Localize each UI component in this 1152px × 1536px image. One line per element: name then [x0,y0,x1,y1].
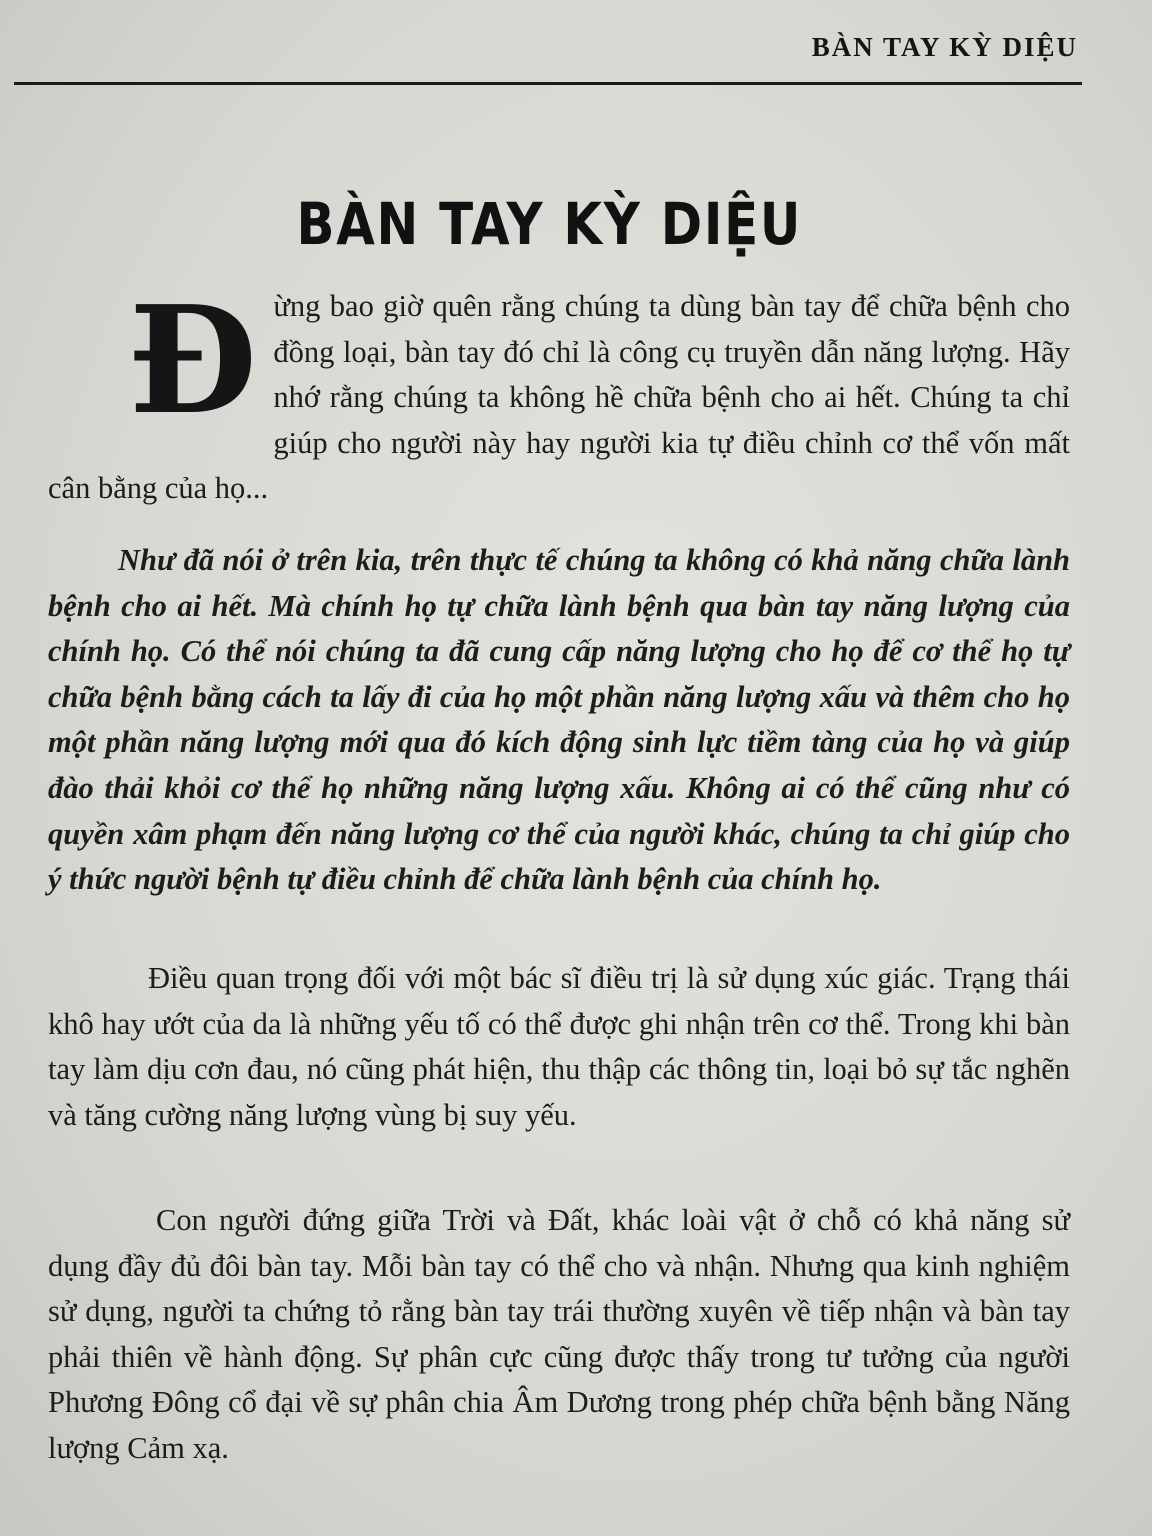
paragraph-1-text: ừng bao giờ quên rằng chúng ta dùng bàn tay để chữa bệnh cho đồng loại, bàn tay đó chỉ là công cụ truyền dẫn năng lượng. Hãy nhớ rằng chúng ta không hề chữa bệnh cho ai hết. Chúng ta chỉ giúp cho người này hay người kia tự điều chỉnh cơ thể vốn mất cân bằng của họ... [48,289,1070,506]
paragraph-2-italic: Như đã nói ở trên kia, trên thực tế chúng ta không có khả năng chữa lành bệnh cho ai hết. Mà chính họ tự chữa lành bệnh qua bàn tay năng lượng của chính họ. Có thể nói chúng ta đã cung cấp năng lượng cho họ để cơ thể họ tự chữa bệnh bằng cách ta lấy đi của họ một phần năng lượng xấu và thêm cho họ một phần năng lượng mới qua đó kích động sinh lực tiềm tàng của họ và giúp đào thải khỏi cơ thể họ những năng lượng xấu. Không ai có thể cũng như có quyền xâm phạm đến năng lượng cơ thể của người khác, chúng ta chỉ giúp cho ý thức người bệnh tự điều chỉnh để chữa lành bệnh của chính họ. [48,543,1070,897]
paragraph-1 [48,273,1070,512]
paragraph-3: Điều quan trọng đối với một bác sĩ điều trị là sử dụng xúc giác. Trạng thái khô hay ướt của da là những yếu tố có thể được ghi nhận trên cơ thể. Trong khi bàn tay làm dịu cơn đau, nó cũng phát hiện, thu thập các thông tin, loại bỏ sự tắc nghẽn và tăng cường năng lượng vùng bị suy yếu. [48,961,1070,1132]
running-header-title: BÀN TAY KỲ DIỆU [811,32,1078,62]
drop-cap-letter: Đ [128,273,258,447]
chapter-title: BÀN TAY KỲ DIỆU [296,190,803,258]
header-rule [14,82,1082,85]
paragraph-4: Con người đứng giữa Trời và Đất, khác loài vật ở chỗ có khả năng sử dụng đầy đủ đôi bàn tay. Mỗi bàn tay có thể cho và nhận. Nhưng qua kinh nghiệm sử dụng, người ta chứng tỏ rằng bàn tay trái thường xuyên về tiếp nhận và bàn tay phải thiên về hành động. Sự phân cực cũng được thấy trong tư tưởng của người Phương Đông cổ đại về sự phân chia Âm Dương trong phép chữa bệnh bằng Năng lượng Cảm xạ. [48,1203,1070,1465]
